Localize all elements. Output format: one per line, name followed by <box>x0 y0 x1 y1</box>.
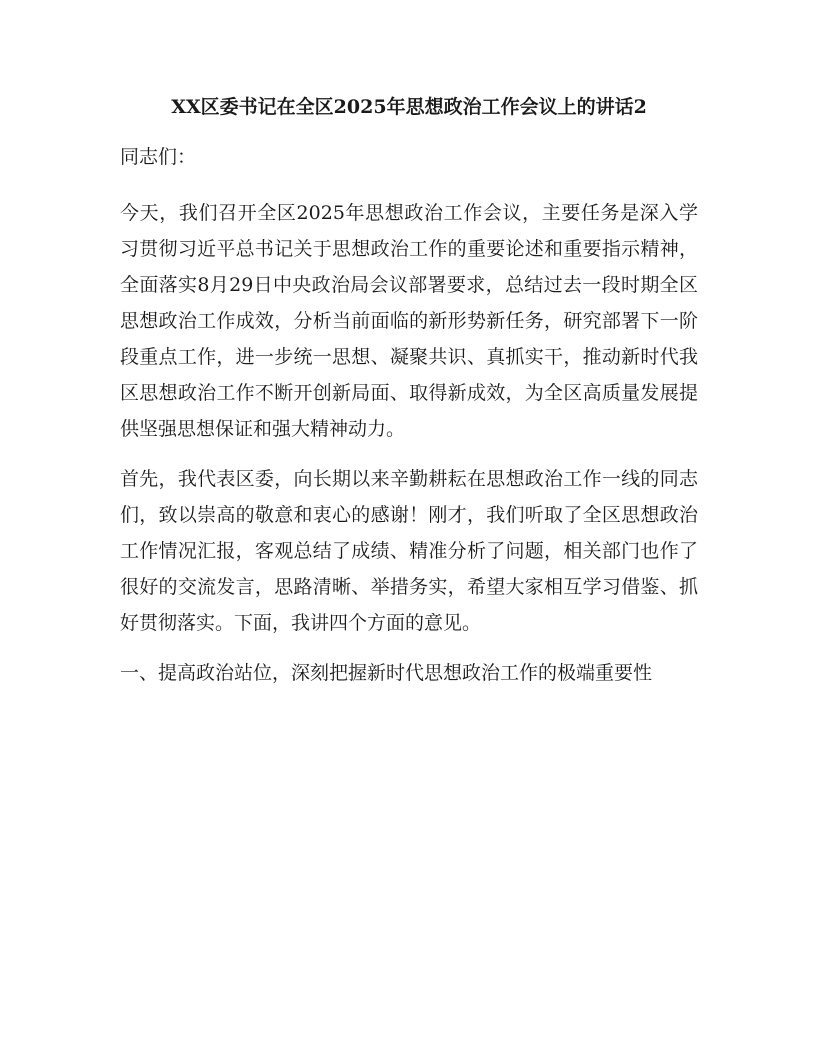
document-page <box>120 92 698 705</box>
paragraph-opening: 今天，我们召开全区2025年思想政治工作会议，主要任务是深入学习贯彻习近平总书记关于思想政治工作的重要论述和重要指示精神，全面落实8月29日中央政治局会议部署要求，总结过去一段时期全区思想政治工作成效，分析当前面临的新形势新任务，研究部署下一阶段重点工作，进一步统一思想、凝聚共识、真抓实干，推动新时代我区思想政治工作不断开创新局面、取得新成效，为全区高质量发展提供坚强思想保证和强大精神动力。 <box>120 202 698 440</box>
document-title: XX区委书记在全区2025年思想政治工作会议上的讲话2 <box>171 96 647 118</box>
section-heading-one: 一、提高政治站位，深刻把握新时代思想政治工作的极端重要性 <box>120 662 653 684</box>
paragraph-thanks: 首先，我代表区委，向长期以来辛勤耕耘在思想政治工作一线的同志们，致以崇高的敬意和衷心的感谢！刚才，我们听取了全区思想政治工作情况汇报，客观总结了成绩、精准分析了问题，相关部门也作了很好的交流发言，思路清晰、举措务实，希望大家相互学习借鉴、抓好贯彻落实。下面，我讲四个方面的意见。 <box>120 468 698 634</box>
greeting: 同志们： <box>120 146 197 168</box>
